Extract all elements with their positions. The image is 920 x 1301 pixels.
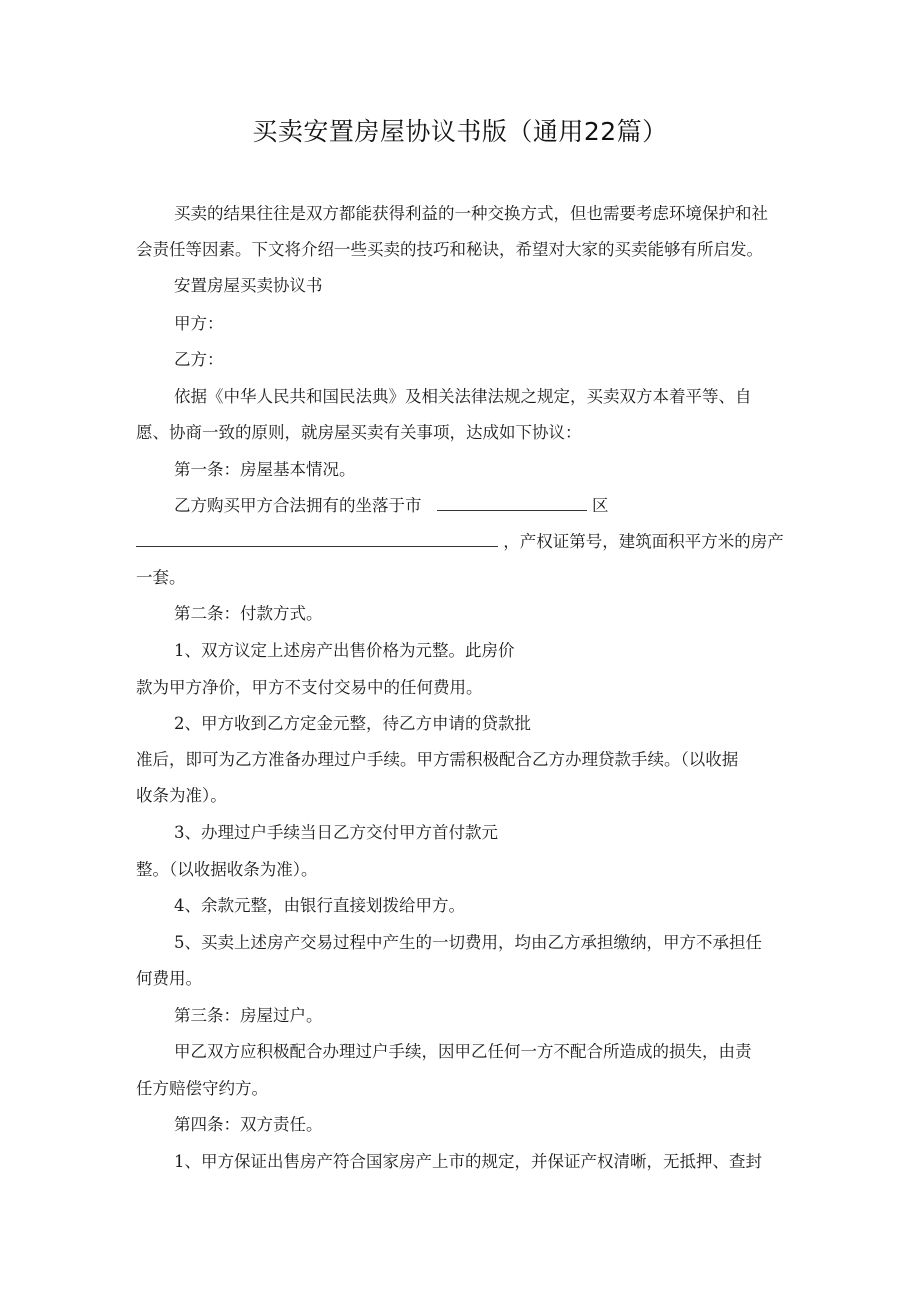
article-2-item-2-line-3: 收条为准）。 [136,786,227,805]
article-1-line-1-text: 乙方购买甲方合法拥有的坐落于市 [174,496,422,515]
party-b-label: 乙方： [174,350,224,369]
intro-line-2: 会责任等因素。下文将介绍一些买卖的技巧和秘诀，希望对大家的买卖能够有所启发。 [136,240,763,259]
article-1-heading: 第一条：房屋基本情况。 [174,460,356,479]
article-1-line-3: 一套。 [136,568,186,587]
article-1-line-2 [136,530,784,554]
article-1-line-1 [174,494,609,518]
article-2-item-1-line-2: 款为甲方净价，甲方不支付交易中的任何费用。 [136,678,483,697]
article-4-item-1-line-1: 1、甲方保证出售房产符合国家房产上市的规定，并保证产权清晰，无抵押、查封 [174,1152,762,1171]
article-3-line-2: 任方赔偿守约方。 [136,1079,268,1098]
article-4-heading: 第四条：双方责任。 [174,1115,323,1134]
article-2-item-1-line-1: 1、双方议定上述房产出售价格为元整。此房价 [174,641,515,660]
article-2-item-5-line-1: 5、买卖上述房产交易过程中产生的一切费用，均由乙方承担缴纳，甲方不承担任 [174,933,762,952]
article-2-item-5-line-2: 何费用。 [136,969,202,988]
document-title: 买卖安置房屋协议书版（通用22篇） [252,117,668,146]
article-2-item-3-line-1: 3、办理过户手续当日乙方交付甲方首付款元 [174,823,498,842]
article-2-item-4: 4、余款元整，由银行直接划拨给甲方。 [174,896,465,915]
preamble-line-1: 依据《中华人民共和国民法典》及相关法律法规之规定，买卖双方本着平等、自 [174,387,752,406]
article-3-line-1: 甲乙双方应积极配合办理过户手续，因甲乙任何一方不配合所造成的损失，由责 [174,1042,752,1061]
intro-line-1: 买卖的结果往往是双方都能获得利益的一种交换方式，但也需要考虑环境保护和社 [174,204,768,223]
agreement-heading: 安置房屋买卖协议书 [174,276,323,295]
article-3-heading: 第三条：房屋过户。 [174,1006,323,1025]
city-blank-field[interactable] [437,494,587,511]
article-2-item-2-line-1: 2、甲方收到乙方定金元整，待乙方申请的贷款批 [174,714,531,733]
party-a-label: 甲方： [174,314,224,333]
article-2-item-2-line-2: 准后，即可为乙方准备办理过户手续。甲方需积极配合乙方办理贷款手续。（以收据 [136,750,739,769]
district-label: 区 [592,496,609,515]
article-1-line-2-text: ，产权证第号，建筑面积平方米的房产 [503,532,784,551]
address-blank-field[interactable] [136,530,498,547]
article-2-heading: 第二条：付款方式。 [174,604,323,623]
preamble-line-2: 愿、协商一致的原则，就房屋买卖有关事项，达成如下协议： [136,423,582,442]
article-2-item-3-line-2: 整。（以收据收条为准）。 [136,860,318,879]
